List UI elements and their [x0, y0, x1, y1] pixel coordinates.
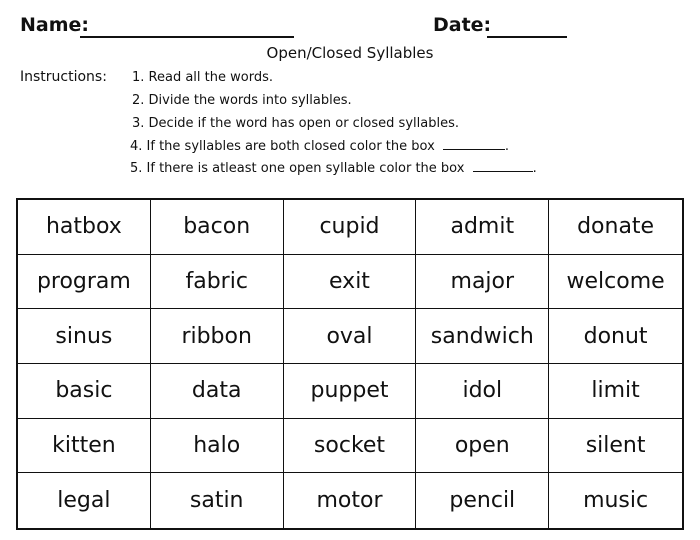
word-cell[interactable]: legal: [18, 473, 151, 528]
word-cell[interactable]: data: [151, 364, 284, 419]
word-cell[interactable]: hatbox: [18, 200, 151, 255]
word-cell[interactable]: program: [18, 255, 151, 310]
word-cell[interactable]: ribbon: [151, 309, 284, 364]
instruction-text: 2. Divide the words into syllables.: [132, 93, 352, 108]
word-cell[interactable]: silent: [549, 419, 682, 474]
instruction-text: 1. Read all the words.: [132, 70, 273, 85]
word-cell[interactable]: satin: [151, 473, 284, 528]
word-cell[interactable]: idol: [416, 364, 549, 419]
word-cell[interactable]: exit: [284, 255, 417, 310]
instructions-label: Instructions:: [20, 69, 107, 85]
word-cell[interactable]: basic: [18, 364, 151, 419]
word-cell[interactable]: fabric: [151, 255, 284, 310]
word-cell[interactable]: cupid: [284, 200, 417, 255]
word-cell[interactable]: motor: [284, 473, 417, 528]
word-cell[interactable]: sandwich: [416, 309, 549, 364]
date-field-line[interactable]: [487, 36, 567, 38]
word-cell[interactable]: socket: [284, 419, 417, 474]
date-label: Date:: [433, 14, 492, 36]
instruction-step-5: 5. If there is atleast one open syllable color the box .: [130, 161, 537, 176]
instruction-text: 5. If there is atleast one open syllable color the box: [130, 161, 465, 176]
instruction-text: 3. Decide if the word has open or closed syllables.: [132, 116, 459, 131]
instruction-step-2: [132, 93, 352, 108]
word-cell[interactable]: halo: [151, 419, 284, 474]
word-cell[interactable]: limit: [549, 364, 682, 419]
name-field-line[interactable]: [80, 36, 294, 38]
worksheet-title: Open/Closed Syllables: [266, 44, 434, 62]
color-blank-open[interactable]: [473, 170, 533, 172]
instruction-step-4: 4. If the syllables are both closed color the box .: [130, 139, 510, 154]
word-cell[interactable]: oval: [284, 309, 417, 364]
instruction-step-1: [132, 70, 273, 85]
color-blank-closed[interactable]: [443, 148, 505, 150]
instruction-text: 4. If the syllables are both closed color the box: [130, 139, 435, 154]
word-cell[interactable]: puppet: [284, 364, 417, 419]
word-cell[interactable]: open: [416, 419, 549, 474]
word-cell[interactable]: music: [583, 488, 649, 514]
word-cell[interactable]: pencil: [416, 473, 549, 528]
word-cell[interactable]: bacon: [151, 200, 284, 255]
word-cell[interactable]: major: [416, 255, 549, 310]
name-label: Name:: [20, 14, 90, 36]
instruction-step-3: [132, 116, 459, 131]
word-cell[interactable]: sinus: [18, 309, 151, 364]
word-cell[interactable]: welcome: [549, 255, 682, 310]
word-cell[interactable]: admit: [416, 200, 549, 255]
word-cell[interactable]: kitten: [18, 419, 151, 474]
word-grid: [16, 198, 684, 530]
word-cell[interactable]: donate: [549, 200, 682, 255]
word-cell[interactable]: donut: [549, 309, 682, 364]
